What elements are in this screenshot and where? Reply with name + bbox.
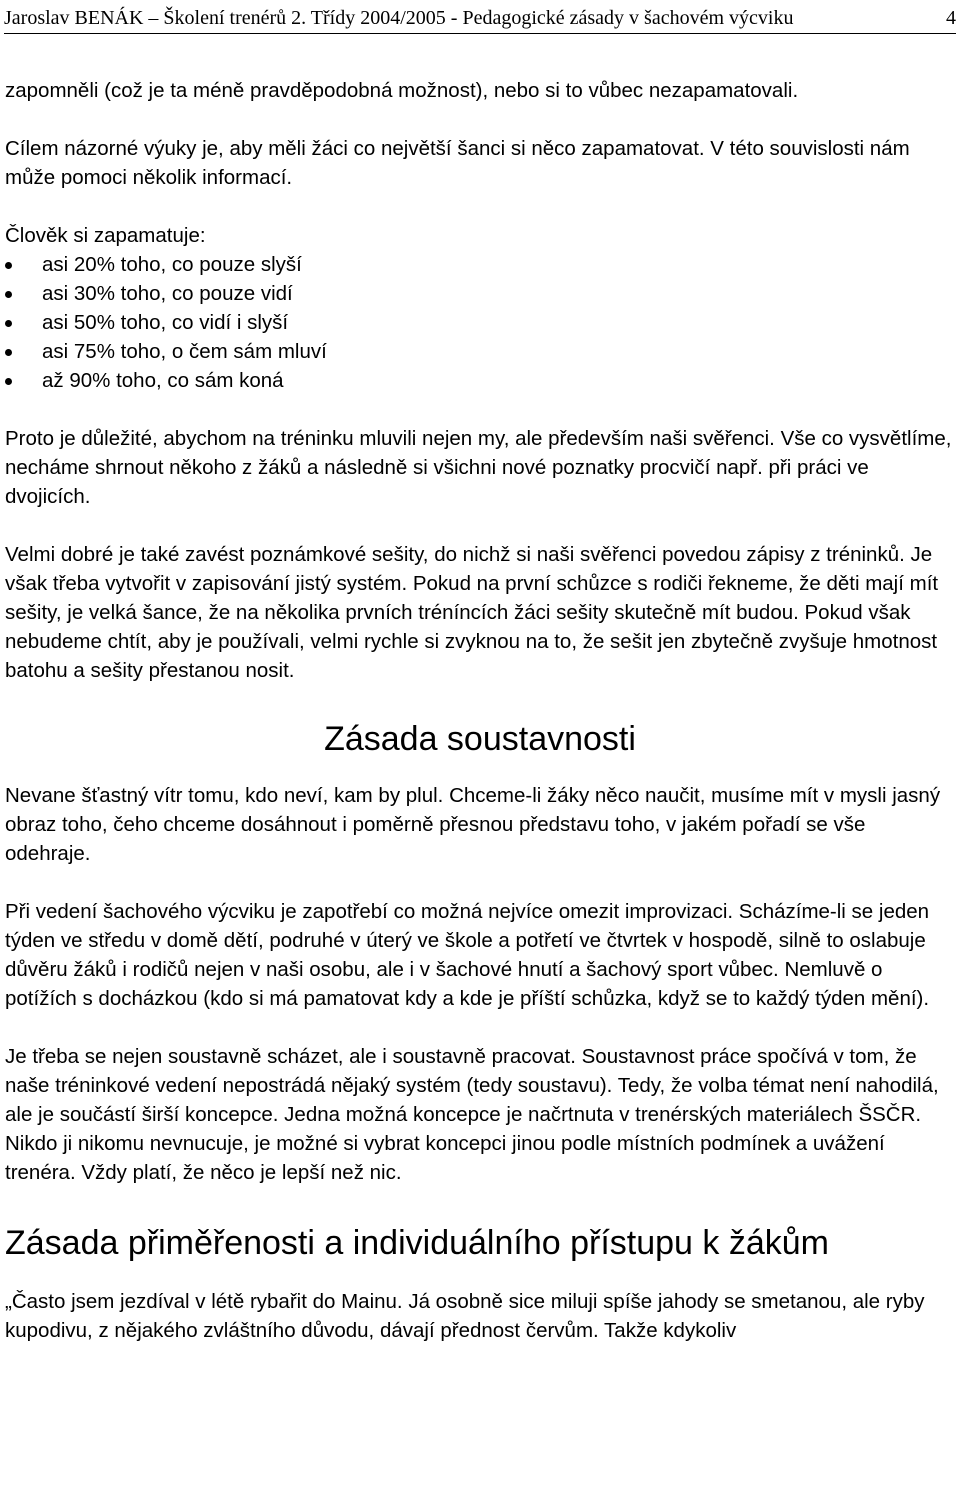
list-item [5, 308, 955, 337]
paragraph: Velmi dobré je také zavést poznámkové sešity, do nichž si naši svěřenci povedou zápisy z tréninků. Je však třeba vytvořit v zapisování jistý systém. Pokud na první schůzce s rodiči řekneme, že děti mají mít sešity, je velká šance, že na několika prvních tréníncích žáci sešity skutečně mít budou. Pokud však nebudeme chtít, aby je používali, velmi rychle si zvyknou na to, že sešit jen zbytečně zvyšuje hmotnost batohu a sešity přestanou nosit. [5, 543, 939, 682]
list-intro: Člověk si zapamatuje: [5, 224, 206, 247]
page-number: 4 [946, 7, 956, 29]
bullet-icon [5, 262, 12, 269]
list-item-text: asi 50% toho, co vidí i slyší [42, 311, 289, 334]
paragraph: Proto je důležité, abychom na tréninku mluvili nejen my, ale především naši svěřenci. Vše co vysvětlíme, necháme shrnout někoho z žáků a následně si všichni nové poznatky procvičí např. při práci ve dvojicích. [5, 427, 952, 508]
list-item [5, 250, 955, 279]
document-body [5, 76, 955, 1345]
section-heading: Zásada přiměřenosti a individuálního přístupu k žákům [5, 1224, 829, 1262]
list-item [5, 366, 955, 395]
list-item [5, 279, 955, 308]
list-item-text: asi 75% toho, o čem sám mluví [42, 340, 327, 363]
paragraph: Při vedení šachového výcviku je zapotřebí co možná nejvíce omezit improvizaci. Scházíme-li se jeden týden ve středu v domě dětí, podruhé v úterý ve škole a potřetí ve čtvrtek v hospodě, silně to oslabuje důvěru žáků i rodičů nejen v naši osobu, ale i v šachové hnutí a šachový sport vůbec. Nemluvě o potížích s docházkou (kdo si má pamatovat kdy a kde je příští schůzka, když se to každý týden mění). [5, 900, 930, 1010]
list-item-text: asi 20% toho, co pouze slyší [42, 253, 302, 276]
bullet-list [5, 250, 955, 395]
paragraph: zapomněli (což je ta méně pravděpodobná možnost), nebo si to vůbec nezapamatovali. [5, 79, 799, 102]
list-item-text: až 90% toho, co sám koná [42, 369, 284, 392]
paragraph: Je třeba se nejen soustavně scházet, ale i soustavně pracovat. Soustavnost práce spočívá v tom, že naše tréninkové vedení nepostrádá nějaký systém (tedy soustavu). Tedy, že volba témat není nahodilá, ale je součástí širší koncepce. Jedna možná koncepce je načrtnuta v trenérských materiálech ŠSČR. Nikdo ji nikomu nevnucuje, je možné si vybrat koncepci jinou podle místních podmínek a uvážení trenéra. Vždy platí, že něco je lepší než nic. [5, 1045, 939, 1184]
page-header [4, 3, 956, 34]
bullet-icon [5, 378, 12, 385]
paragraph: Cílem názorné výuky je, aby měli žáci co největší šanci si něco zapamatovat. V této souvislosti nám může pomoci několik informací. [5, 137, 910, 189]
paragraph: Nevane šťastný vítr tomu, kdo neví, kam by plul. Chceme-li žáky něco naučit, musíme mít v mysli jasný obraz toho, čeho chceme dosáhnout i poměrně přesnou představu toho, v jakém pořadí se vše odehraje. [5, 784, 941, 865]
header-title: Jaroslav BENÁK – Školení trenérů 2. Třídy 2004/2005 - Pedagogické zásady v šachovém výcviku [4, 7, 794, 29]
section-heading: Zásada soustavnosti [324, 720, 636, 758]
bullet-icon [5, 291, 12, 298]
bullet-icon [5, 320, 12, 327]
paragraph: „Často jsem jezdíval v létě rybařit do Mainu. Já osobně sice miluji spíše jahody se smetanou, ale ryby kupodivu, z nějakého zvláštního důvodu, dávají přednost červům. Takže kdykoliv [5, 1290, 925, 1342]
bullet-icon [5, 349, 12, 356]
list-item-text: asi 30% toho, co pouze vidí [42, 282, 293, 305]
list-item [5, 337, 955, 366]
